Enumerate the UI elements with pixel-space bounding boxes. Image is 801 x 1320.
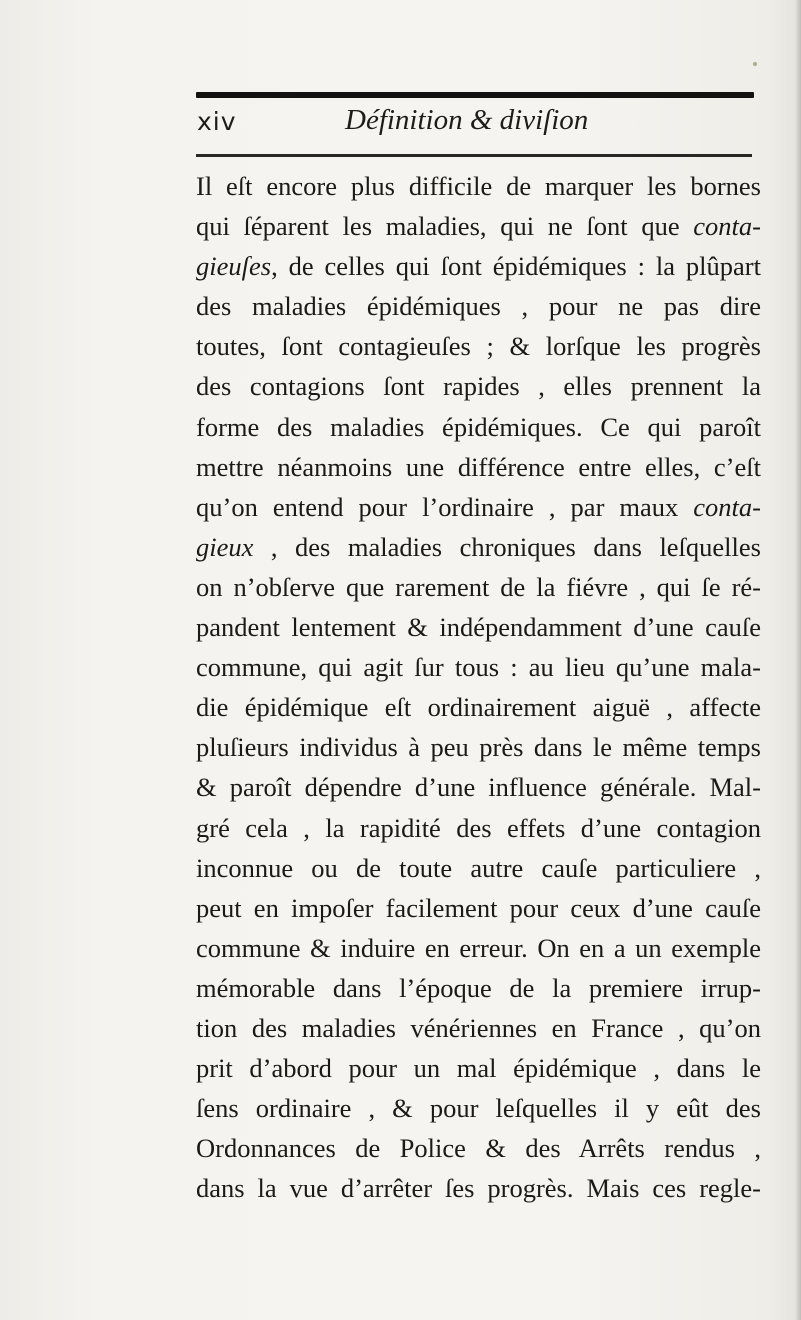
- text-line: [196, 1128, 761, 1168]
- text-run: die épidémique eſt ordinairement aiguë , affecte: [196, 692, 761, 723]
- text-run: commune, qui agit ſur tous : au lieu qu’une mala-: [196, 652, 761, 683]
- header-rule-bottom: [196, 154, 752, 157]
- text-run: prit d’abord pour un mal épidémique , dans le: [196, 1053, 761, 1084]
- text-run: commune & induire en erreur. On en a un exemple: [196, 932, 761, 963]
- text-line: [196, 647, 761, 687]
- text-run: , des maladies chroniques dans leſquelles: [253, 531, 761, 562]
- text-line: [196, 888, 761, 928]
- text-run: inconnue ou de toute autre cauſe particuliere ,: [196, 852, 761, 883]
- text-run: pandent lentement & indépendamment d’une cauſe: [196, 612, 761, 643]
- text-run: ſens ordinaire , & pour leſquelles il y eût des: [196, 1093, 761, 1124]
- text-run: forme des maladies épidémiques. Ce qui paroît: [196, 411, 761, 442]
- text-run: Ordonnances de Police & des Arrêts rendus ,: [196, 1133, 761, 1164]
- text-run: Il eſt encore plus difficile de marquer les bornes: [196, 171, 761, 201]
- text-run: tion des maladies vénériennes en France , qu’on: [196, 1012, 761, 1043]
- text-line: [196, 246, 761, 286]
- text-run: & paroît dépendre d’une influence générale. Mal-: [196, 772, 761, 803]
- text-run: dans la vue d’arrêter ſes progrès. Mais ces regle-: [196, 1173, 761, 1204]
- header-rule-top: [196, 92, 754, 98]
- italic-word: conta-: [693, 211, 761, 242]
- text-run: pluſieurs individus à peu près dans le même temps: [196, 732, 761, 763]
- text-run: qui ſéparent les maladies, qui ne ſont que: [196, 211, 694, 242]
- body-paragraph: [196, 166, 761, 1208]
- text-line: [196, 166, 761, 206]
- text-line: [196, 206, 761, 246]
- text-line: [196, 968, 761, 1008]
- text-line: [196, 1088, 761, 1128]
- text-line: [196, 286, 761, 326]
- text-run: des maladies épidémiques , pour ne pas dire: [196, 291, 761, 322]
- text-run: toutes, ſont contagieuſes ; & lorſque les progrès: [196, 331, 761, 362]
- text-line: [196, 447, 761, 487]
- text-run: des contagions ſont rapides , elles prennent la: [196, 371, 761, 402]
- running-head: Définition & diviſion: [345, 104, 589, 136]
- text-run: qu’on entend pour l’ordinaire , par maux: [196, 491, 694, 522]
- paper-speck: [753, 62, 757, 66]
- text-line: [196, 1048, 761, 1088]
- text-line: [196, 487, 761, 527]
- text-run: , de celles qui ſont épidémiques : la plûpart: [271, 251, 761, 282]
- page-edge: [795, 0, 801, 1320]
- text-run: mettre néanmoins une différence entre elles, c’eſt: [196, 451, 761, 482]
- text-line: [196, 567, 761, 607]
- text-line: [196, 527, 761, 567]
- text-line: [196, 607, 761, 647]
- page-number: xiv: [197, 107, 237, 136]
- italic-word: gieuſes: [196, 251, 272, 282]
- text-line: [196, 848, 761, 888]
- text-line: [196, 366, 761, 406]
- text-line: [196, 767, 761, 807]
- text-line: [196, 1008, 761, 1048]
- text-run: mémorable dans l’époque de la premiere irrup-: [196, 972, 761, 1003]
- text-run: gré cela , la rapidité des effets d’une contagion: [196, 812, 761, 843]
- text-run: on n’obſerve que rarement de la fiévre , qui ſe ré-: [196, 571, 761, 602]
- text-line: [196, 808, 761, 848]
- text-line: [196, 1168, 761, 1208]
- text-line: [196, 928, 761, 968]
- text-run: peut en impoſer facilement pour ceux d’une cauſe: [196, 892, 761, 923]
- italic-word: conta-: [693, 491, 761, 522]
- text-line: [196, 727, 761, 767]
- text-line: [196, 407, 761, 447]
- text-line: [196, 326, 761, 366]
- italic-word: gieux: [196, 531, 254, 562]
- text-line: [196, 687, 761, 727]
